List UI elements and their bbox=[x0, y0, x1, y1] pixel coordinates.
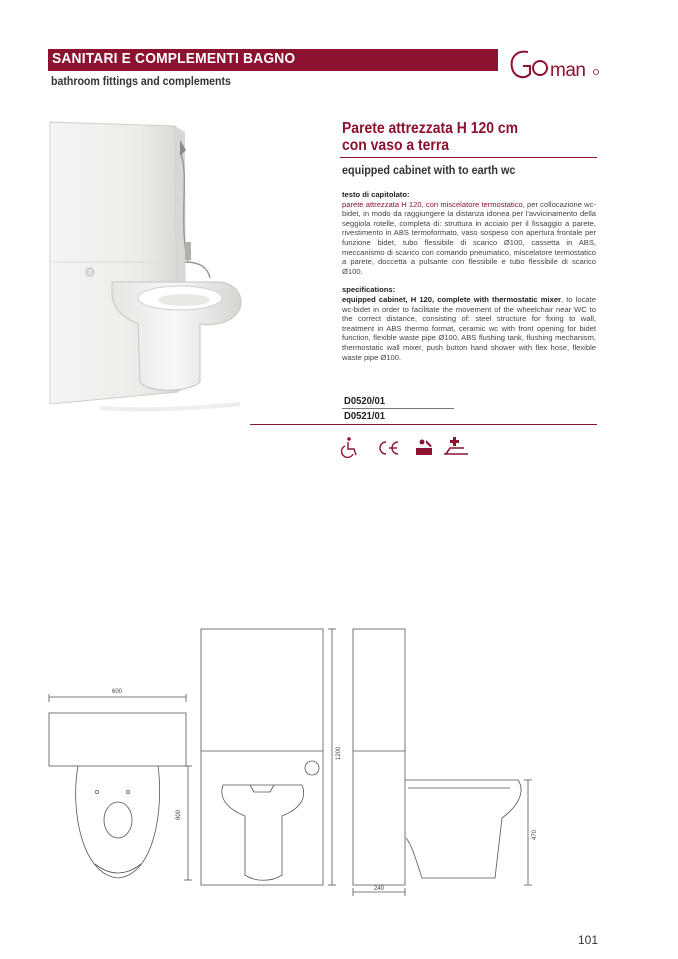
dim-width-label: 600 bbox=[112, 689, 123, 695]
page-number: 101 bbox=[578, 933, 599, 947]
specs-body: , to locate wc-bidet in order to facilitate the movement of the wheelchair near WC to the correct distance, consisting of: steel structure for fixing to wall, treatment in ABS thermo format, ceramic wc with front opening for bidet function, flexible waste pipe Ø100, ABS flushing tank, flushing mechanism, thermostatic wall mixer, push button hand shower with flex hose, flexible waste pipe Ø100. bbox=[342, 294, 596, 362]
specs-label: specifications: bbox=[342, 285, 396, 295]
dim-depth-label: 800 bbox=[176, 809, 182, 820]
caregiver-icon bbox=[416, 440, 432, 456]
capitolato-body: , per collocazione wc-bidet, in modo da raggiungere la distanza idonea per l'avvicinamento della seggiola rotelle, completa di: struttura in acciaio per il fissaggio a parete, rivestimento in ABS termoformato, vaso sospeso con apertura frontale per funzione bidet, tubo flessibile di scarico Ø100, cassetta in ABS, meccanismo di scarico con comando pneumatico, miscelatore termostatico a parete, doccetta a pulsante con flessibile e tubo flessibile di scarico Ø100. bbox=[342, 199, 596, 276]
product-subtitle: equipped cabinet with to earth wc bbox=[342, 163, 516, 177]
product-title-line1: Parete attrezzata H 120 cm bbox=[342, 120, 519, 137]
dim-height-label: 1200 bbox=[336, 746, 342, 760]
code-divider-1 bbox=[342, 408, 454, 409]
title-divider bbox=[340, 157, 597, 158]
medical-bed-icon bbox=[444, 437, 468, 454]
plan-view bbox=[49, 694, 192, 880]
front-view bbox=[201, 629, 336, 885]
capitolato-label: testo di capitolato: bbox=[342, 190, 410, 199]
specification-text bbox=[342, 190, 596, 371]
ce-mark-icon bbox=[380, 442, 398, 454]
wheelchair-icon bbox=[342, 437, 356, 457]
technical-drawing bbox=[40, 620, 560, 900]
specs-highlight: equipped cabinet, H 120, complete with thermostatic mixer bbox=[342, 294, 562, 304]
brand-logo bbox=[508, 44, 608, 88]
dim-wc-height-label: 470 bbox=[532, 829, 538, 840]
certification-icons bbox=[340, 436, 480, 458]
product-divider bbox=[250, 424, 597, 425]
section-subtitle: bathroom fittings and complements bbox=[51, 76, 231, 88]
section-title: SANITARI E COMPLEMENTI BAGNO bbox=[52, 50, 296, 67]
product-title-line2: con vaso a terra bbox=[342, 137, 450, 154]
side-view bbox=[353, 629, 532, 896]
product-code-1: D0520/01 bbox=[344, 395, 385, 407]
capitolato-highlight: parete attrezzata H 120, con miscelatore termostatico bbox=[342, 199, 523, 209]
product-code-2: D0521/01 bbox=[344, 410, 385, 422]
dim-cabinet-depth-label: 240 bbox=[374, 886, 385, 892]
product-photo bbox=[40, 112, 255, 412]
svg-text:man: man bbox=[550, 60, 586, 81]
